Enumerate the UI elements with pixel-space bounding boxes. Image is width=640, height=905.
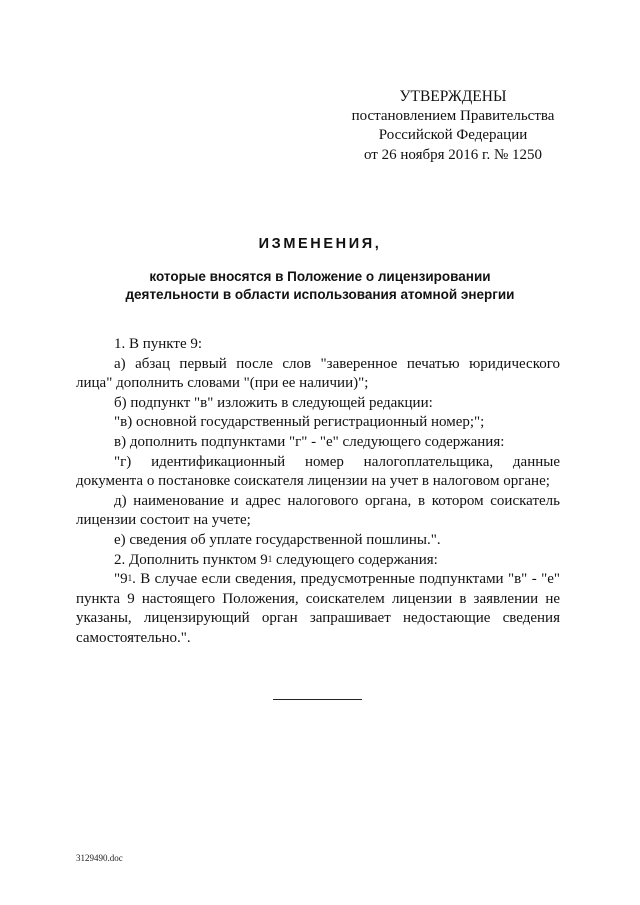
approval-line-2: постановлением Правительства <box>351 107 555 124</box>
paragraph-2: а) абзац первый после слов "заверенное печатью юридического лица" дополнить словами "(при ее наличии)"; <box>76 355 560 392</box>
paragraph-10 <box>76 570 560 648</box>
paragraph-8: е) сведения об уплате государственной пошлины.". <box>114 531 441 548</box>
approval-line-3: Российской Федерации <box>378 127 528 143</box>
paragraph-1: 1. В пункте 9: <box>114 336 203 352</box>
document-title-block <box>60 236 580 304</box>
paragraph-10-text-end: . В случае если сведения, предусмотренные подпунктами "в" - "е" пункта 9 настоящего Положения, соискателем лицензии в заявлении не указаны, лицензирующий орган запрашивает недостающие сведения самостоятельно.". <box>76 571 560 646</box>
paragraph-10-text-start: "9 <box>114 571 128 588</box>
document-subtitle-line-1: которые вносятся в Положение о лицензировании <box>149 269 491 284</box>
paragraph-4: "в) основной государственный регистрационный номер;"; <box>114 414 485 431</box>
paragraph-10-superscript: 1 <box>127 573 133 584</box>
approval-line-4: от 26 ноября 2016 г. № 1250 <box>363 146 543 163</box>
document-title: ИЗМЕНЕНИЯ, <box>258 236 382 252</box>
document-file-id: 3129490.doc <box>76 853 123 863</box>
approval-block <box>338 87 568 165</box>
paragraph-9-superscript: 1 <box>267 553 273 564</box>
paragraph-9-text-start: 2. Дополнить пунктом 9 <box>114 551 268 568</box>
paragraph-9 <box>76 551 560 571</box>
document-body <box>76 335 560 649</box>
paragraph-3: б) подпункт "в" изложить в следующей редакции: <box>114 394 433 411</box>
paragraph-5: в) дополнить подпунктами "г" - "е" следующего содержания: <box>114 433 505 450</box>
paragraph-9-text-end: следующего содержания: <box>272 551 438 568</box>
closing-divider-line <box>273 699 362 700</box>
paragraph-6: "г) идентификационный номер налогоплательщика, данные документа о постановке соискателя лицензии на учет в налоговом органе; <box>76 453 560 490</box>
approval-heading: УТВЕРЖДЕНЫ <box>399 88 507 105</box>
paragraph-7: д) наименование и адрес налогового органа, в котором соискатель лицензии состоит на учете; <box>76 492 560 529</box>
document-subtitle-line-2: деятельности в области использования атомной энергии <box>125 287 515 302</box>
